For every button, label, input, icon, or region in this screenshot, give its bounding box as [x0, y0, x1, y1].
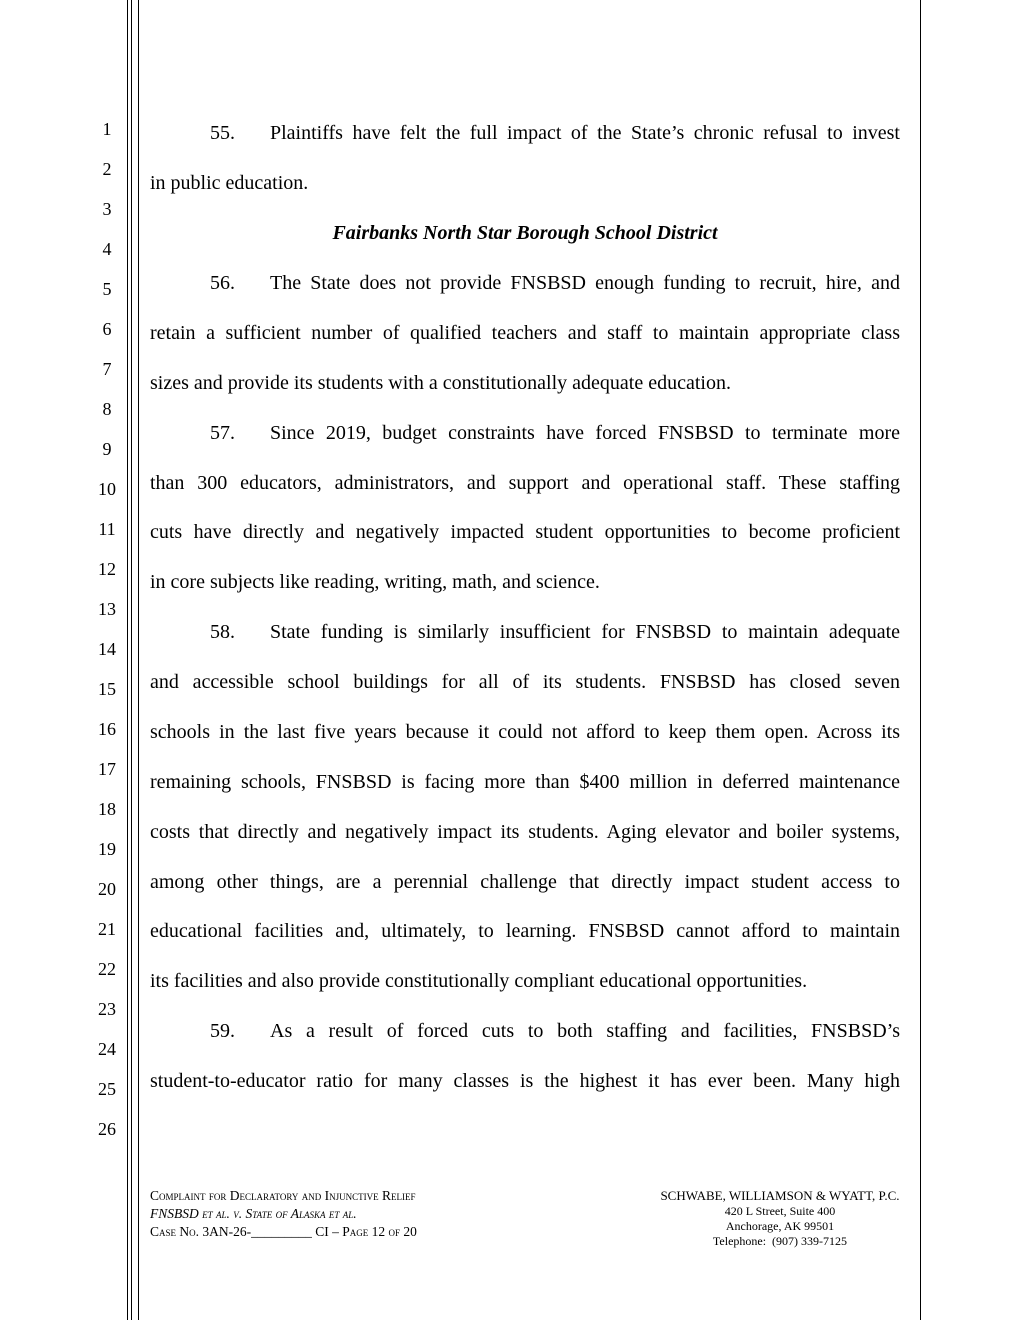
line-number: 7	[102, 359, 112, 379]
paragraph-last-line: in core subjects like reading, writing, math, and science.	[150, 571, 600, 593]
footer-firm-city: Anchorage, AK 99501	[725, 1219, 835, 1233]
line-number: 3	[102, 199, 112, 219]
line-number: 13	[98, 599, 116, 619]
paragraph-line: than 300 educators, administrators, and support and operational staff. These staffing	[150, 472, 900, 494]
paragraph-first-line: Since 2019, budget constraints have forced FNSBSD to terminate more	[270, 422, 900, 444]
line-number: 2	[102, 159, 112, 179]
paragraph-line: cuts have directly and negatively impacted student opportunities to become proficient	[150, 521, 900, 543]
paragraph-line: costs that directly and negatively impact its students. Aging elevator and boiler systems,	[150, 821, 900, 843]
footer-firm-street: 420 L Street, Suite 400	[724, 1204, 836, 1218]
footer-case-caption: FNSBSD et al. v. State of Alaska et al.	[150, 1206, 357, 1221]
paragraph-last-line: in public education.	[150, 172, 309, 194]
paragraph-first-line: As a result of forced cuts to both staffing and facilities, FNSBSD’s	[270, 1020, 900, 1042]
line-number: 9	[102, 439, 112, 459]
line-number: 5	[102, 279, 112, 299]
line-number: 22	[98, 959, 116, 979]
paragraph-number: 58.	[210, 621, 235, 643]
paragraph-first-line: The State does not provide FNSBSD enough funding to recruit, hire, and	[270, 272, 900, 294]
footer-firm-block	[640, 1187, 920, 1249]
left-margin-rule-inner	[131, 0, 132, 1320]
paragraph-last-line: its facilities and also provide constitutionally compliant educational opportunities.	[150, 970, 808, 992]
paragraph-line: student-to-educator ratio for many classes is the highest it has ever been. Many high	[150, 1070, 900, 1092]
line-number: 18	[98, 799, 116, 819]
line-number: 8	[102, 399, 112, 419]
paragraph-line: retain a sufficient number of qualified teachers and staff to maintain appropriate class	[150, 322, 900, 344]
section-heading: Fairbanks North Star Borough School District	[332, 222, 718, 244]
paragraph-first-line: Plaintiffs have felt the full impact of the State’s chronic refusal to invest	[270, 122, 900, 144]
line-number: 20	[98, 879, 116, 899]
line-number: 15	[98, 679, 116, 699]
paragraph-line: schools in the last five years because it could not afford to keep them open. Across its	[150, 721, 900, 743]
line-number: 6	[102, 319, 112, 339]
line-number: 12	[98, 559, 116, 579]
paragraph-line: remaining schools, FNSBSD is facing more than $400 million in deferred maintenance	[150, 771, 900, 793]
line-number: 14	[98, 639, 116, 659]
footer-document-title: Complaint for Declaratory and Injunctive Relief	[150, 1188, 416, 1203]
left-margin-rule-outer	[127, 0, 128, 1320]
line-number: 10	[98, 479, 116, 499]
paragraph-first-line: State funding is similarly insufficient for FNSBSD to maintain adequate	[270, 621, 900, 643]
paragraph-last-line: sizes and provide its students with a constitutionally adequate education.	[150, 372, 731, 394]
line-number: 21	[98, 919, 116, 939]
line-number: 25	[98, 1079, 116, 1099]
line-number: 17	[98, 759, 116, 779]
footer-firm-name: SCHWABE, WILLIAMSON & WYATT, P.C.	[660, 1188, 900, 1203]
line-number: 24	[98, 1039, 116, 1059]
paragraph-number: 56.	[210, 272, 235, 294]
line-number: 16	[98, 719, 116, 739]
line-number: 4	[102, 239, 112, 259]
paragraph-line: among other things, are a perennial challenge that directly impact student access to	[150, 871, 900, 893]
paragraph-number: 57.	[210, 422, 235, 444]
left-margin-rule-right	[138, 0, 139, 1320]
line-number: 11	[98, 519, 116, 539]
line-number: 26	[98, 1119, 116, 1139]
line-number: 1	[102, 119, 112, 139]
paragraph-number: 55.	[210, 122, 235, 144]
paragraph-line: and accessible school buildings for all of its students. FNSBSD has closed seven	[150, 671, 900, 693]
paragraph-number: 59.	[210, 1020, 235, 1042]
footer-firm-phone: Telephone: (907) 339-7125	[712, 1234, 848, 1248]
paragraph-line: educational facilities and, ultimately, to learning. FNSBSD cannot afford to maintain	[150, 920, 900, 942]
line-number: 23	[98, 999, 116, 1019]
line-number: 19	[98, 839, 116, 859]
footer-case-page: Case No. 3AN-26-_________ CI – Page 12 of 20	[150, 1224, 417, 1239]
right-margin-rule	[920, 0, 921, 1320]
footer-caption	[150, 1187, 417, 1241]
